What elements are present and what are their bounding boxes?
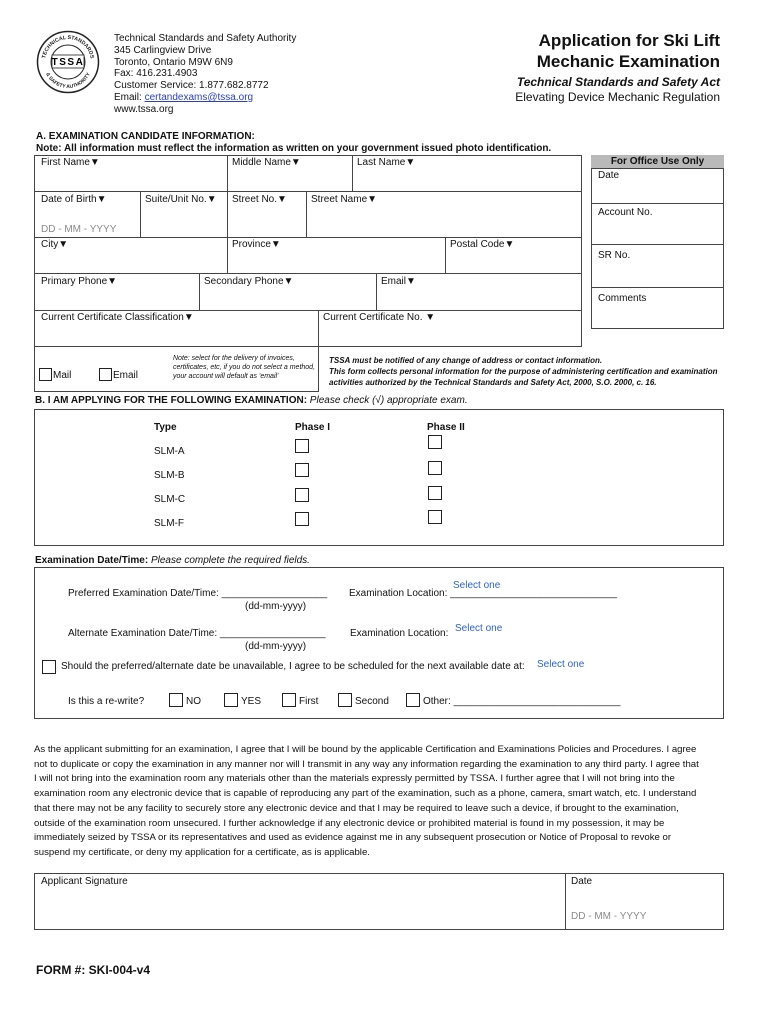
- office-date-label: Date: [598, 170, 620, 181]
- grid-line: [227, 237, 228, 273]
- mail-checkbox[interactable]: [39, 368, 52, 381]
- section-b-heading: [35, 395, 468, 406]
- alternate-location-label: Examination Location:: [350, 628, 449, 639]
- province-field[interactable]: Province▼: [232, 239, 281, 250]
- street-no-field[interactable]: Street No.▼: [232, 194, 287, 205]
- email-checkbox[interactable]: [99, 368, 112, 381]
- delivery-note: Note: select for the delivery of invoices, certificates, etc, if you do not select a method, your account will default as 'email': [173, 355, 316, 380]
- slm-f-phase1-checkbox[interactable]: [295, 512, 309, 526]
- exam-type-slm-f: SLM-F: [154, 518, 184, 529]
- rewrite-yes-label: YES: [241, 696, 262, 707]
- col-phase2: Phase II: [427, 422, 465, 433]
- tssa-notice-line1: TSSA must be notified of any change of address or contact information.: [329, 356, 603, 365]
- form-title-line1: Application for Ski Lift: [538, 31, 720, 50]
- grid-line: [140, 191, 141, 237]
- signature-date-placeholder: DD - MM - YYYY: [571, 911, 647, 922]
- last-name-field[interactable]: Last Name▼: [357, 157, 416, 168]
- exam-type-slm-b: SLM-B: [154, 470, 185, 481]
- org-name: Technical Standards and Safety Authority: [114, 33, 297, 44]
- exam-selection-box: [34, 409, 724, 546]
- rewrite-yes-checkbox[interactable]: [224, 693, 238, 707]
- grid-line: [199, 273, 200, 310]
- exam-date-heading: [35, 555, 310, 566]
- street-name-field[interactable]: Street Name▼: [311, 194, 378, 205]
- org-address-block: [114, 33, 296, 116]
- slm-a-phase2-checkbox[interactable]: [428, 435, 442, 449]
- section-a-note: Note: All information must reflect the information as written on your government issued photo identification.: [36, 143, 552, 154]
- applicant-signature-field[interactable]: Applicant Signature: [41, 876, 128, 887]
- office-sr-label: SR No.: [598, 250, 631, 261]
- grid-line: [34, 273, 582, 274]
- mail-label: Mail: [53, 370, 72, 381]
- attempt-second-label: Second: [355, 696, 389, 707]
- tssa-notice: [329, 355, 749, 388]
- col-type: Type: [154, 422, 177, 433]
- rewrite-no-label: NO: [186, 696, 201, 707]
- slm-a-phase1-checkbox[interactable]: [295, 439, 309, 453]
- cert-classification-field[interactable]: Current Certificate Classification▼: [41, 312, 194, 323]
- exam-date-title: Examination Date/Time:: [35, 555, 149, 566]
- suite-unit-field[interactable]: Suite/Unit No.▼: [145, 194, 217, 205]
- slm-b-phase2-checkbox[interactable]: [428, 461, 442, 475]
- secondary-phone-field[interactable]: Secondary Phone▼: [204, 276, 294, 287]
- date-of-birth-placeholder: DD - MM - YYYY: [41, 224, 117, 235]
- logo-ring-bottom: & SAFETY AUTHORITY: [44, 71, 92, 91]
- attempt-other-field[interactable]: Other: ______________________________: [423, 696, 621, 707]
- cert-number-field[interactable]: Current Certificate No. ▼: [323, 312, 436, 323]
- grid-line: [376, 273, 377, 310]
- grid-line: [306, 191, 307, 237]
- slm-c-phase2-checkbox[interactable]: [428, 486, 442, 500]
- next-available-location-select[interactable]: Select one: [537, 659, 585, 670]
- tssa-logo: [36, 30, 100, 94]
- grid-line: [227, 155, 228, 191]
- preferred-date-field[interactable]: Preferred Examination Date/Time: ___________________: [68, 588, 328, 599]
- org-website[interactable]: www.tssa.org: [114, 103, 174, 115]
- attempt-first-label: First: [299, 696, 319, 707]
- preferred-date-format: (dd-mm-yyyy): [245, 601, 307, 612]
- section-a-title: A. EXAMINATION CANDIDATE INFORMATION:: [36, 131, 255, 142]
- form-title-block: [515, 30, 720, 104]
- slm-c-phase1-checkbox[interactable]: [295, 488, 309, 502]
- logo-center-text: TSSA: [51, 57, 85, 68]
- section-a-heading: [36, 131, 551, 155]
- next-available-checkbox[interactable]: [42, 660, 56, 674]
- grid-line: [34, 237, 582, 238]
- city-field[interactable]: City▼: [41, 239, 69, 250]
- section-b-instruction: Please check (√) appropriate exam.: [307, 395, 468, 406]
- slm-b-phase1-checkbox[interactable]: [295, 463, 309, 477]
- signature-divider: [565, 873, 566, 930]
- org-customer-service: Customer Service: 1.877.682.8772: [114, 80, 269, 92]
- attempt-first-checkbox[interactable]: [282, 693, 296, 707]
- org-fax: Fax: 416.231.4903: [114, 68, 198, 80]
- form-regulation: Elevating Device Mechanic Regulation: [515, 90, 720, 104]
- grid-line: [445, 237, 446, 273]
- org-address-line1: 345 Carlingview Drive: [114, 44, 212, 56]
- first-name-field[interactable]: First Name▼: [41, 157, 100, 168]
- grid-line: [34, 310, 582, 311]
- office-use-header: For Office Use Only: [591, 155, 724, 168]
- alternate-location-select[interactable]: Select one: [455, 623, 503, 634]
- agreement-paragraph: As the applicant submitting for an examination, I agree that I will be bound by the applicable Certification and Examinations Policies and Procedures. I agree not to duplicate or copy the examination in any manner nor will I transmit in any way any information regarding the examination to any third party. I agree that I will not bring into the examination room any materials other than the materials expressly permitted by TSSA. I further agree that I will not bring into the examination room any electronic device that is capable of reproducing any part of the examination, such as a phone, camera, smart watch, etc. I understand that there may not be any facility to securely store any electronic device and that I may be required to leave such a device, if brought to the examination, outside of the examination room unsecured. I further acknowledge if any electronic device or prohibited material is found in my possession, it may be immediately seized by TSSA or its representatives and used as evidence against me in any subsequent prosecution or Notice of Proposal to revoke or suspend my certificate, or deny my application for a certificate, as is applicable.: [34, 744, 699, 858]
- exam-date-instruction: Please complete the required fields.: [148, 555, 310, 566]
- middle-name-field[interactable]: Middle Name▼: [232, 157, 301, 168]
- preferred-location-select[interactable]: Select one: [453, 580, 501, 591]
- grid-line: [34, 191, 582, 192]
- org-email-link[interactable]: certandexams@tssa.org: [144, 91, 254, 103]
- exam-type-slm-a: SLM-A: [154, 446, 185, 457]
- form-title-line2: Mechanic Examination: [536, 52, 720, 71]
- logo-ring-top: TECHNICAL STANDARDS: [41, 34, 95, 60]
- attempt-second-checkbox[interactable]: [338, 693, 352, 707]
- grid-line: [227, 191, 228, 237]
- exam-type-slm-c: SLM-C: [154, 494, 186, 505]
- primary-phone-field[interactable]: Primary Phone▼: [41, 276, 118, 287]
- form-act: Technical Standards and Safety Act: [516, 75, 720, 89]
- org-address-line2: Toronto, Ontario M9W 6N9: [114, 56, 233, 68]
- next-available-label: Should the preferred/alternate date be unavailable, I agree to be scheduled for the next available date at:: [61, 661, 525, 672]
- grid-line: [318, 310, 319, 347]
- rewrite-no-checkbox[interactable]: [169, 693, 183, 707]
- org-email-line: [114, 92, 296, 104]
- preferred-location-label: Examination Location: ______________________________: [349, 588, 618, 599]
- email-field[interactable]: Email▼: [381, 276, 416, 287]
- form-number: FORM #: SKI-004-v4: [36, 963, 151, 977]
- attempt-other-checkbox[interactable]: [406, 693, 420, 707]
- alternate-date-format: (dd-mm-yyyy): [245, 641, 307, 652]
- tssa-notice-line2: This form collects personal information for the purpose of administering certification and examination activities authorized by the Technical Standards and Safety Act, 2000, S.O. 2000, c. 16.: [329, 367, 718, 387]
- office-comments-label: Comments: [598, 293, 647, 304]
- section-b-title: B. I AM APPLYING FOR THE FOLLOWING EXAMINATION:: [35, 395, 308, 406]
- email-prefix: Email:: [114, 91, 145, 103]
- alternate-date-field[interactable]: Alternate Examination Date/Time: ___________________: [68, 628, 326, 639]
- slm-f-phase2-checkbox[interactable]: [428, 510, 442, 524]
- rewrite-question: Is this a re-write?: [68, 696, 145, 707]
- signature-date-field[interactable]: Date: [571, 876, 593, 887]
- date-of-birth-field[interactable]: Date of Birth▼: [41, 194, 107, 205]
- col-phase1: Phase I: [295, 422, 331, 433]
- postal-code-field[interactable]: Postal Code▼: [450, 239, 515, 250]
- grid-line: [352, 155, 353, 191]
- email-option-label: Email: [113, 370, 139, 381]
- office-account-label: Account No.: [598, 207, 653, 218]
